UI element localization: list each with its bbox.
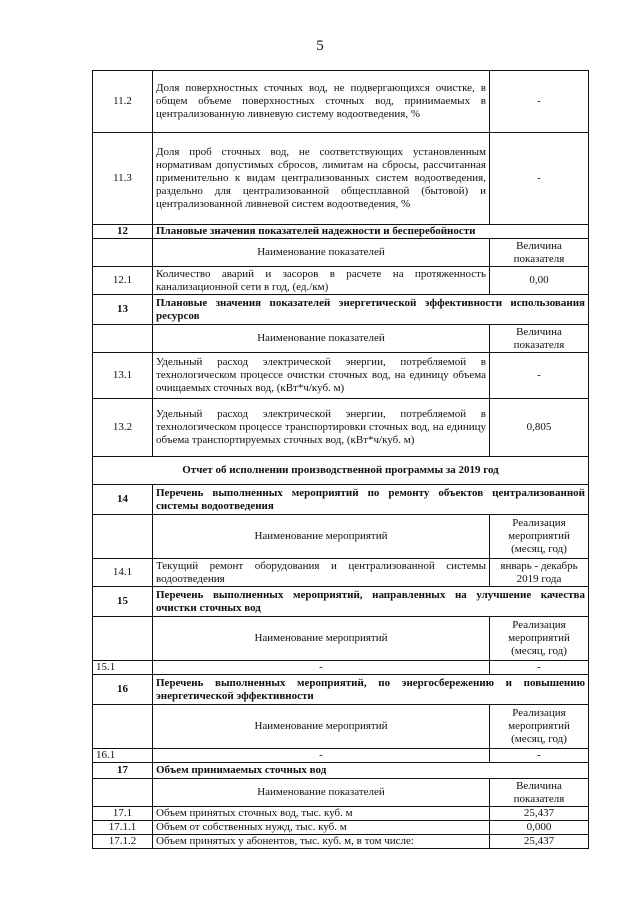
row-number: 12.1 [93, 267, 153, 295]
column-header-name: Наименование мероприятий [153, 617, 490, 661]
measure-text: Текущий ремонт оборудования и централизованной системы водоотведения [153, 559, 490, 587]
indicator-value: 0,805 [490, 399, 589, 457]
table-row [93, 749, 589, 763]
table-row [93, 807, 589, 821]
section-row [93, 295, 589, 325]
row-number: 17.1.2 [93, 835, 153, 849]
column-header-value: Величина показателя [490, 779, 589, 807]
column-header-name: Наименование показателей [153, 325, 490, 353]
measure-text: - [153, 661, 490, 675]
section-title: Перечень выполненных мероприятий по ремонту объектов централизованной системы водоотведения [153, 485, 589, 515]
table-row [93, 71, 589, 133]
header-row [93, 239, 589, 267]
row-number: 16.1 [93, 749, 153, 763]
column-header-name: Наименование показателей [153, 779, 490, 807]
section-number: 12 [93, 225, 153, 239]
header-row [93, 705, 589, 749]
row-number: 13.1 [93, 353, 153, 399]
section-title: Перечень выполненных мероприятий, по энергосбережению и повышению энергетической эффективности [153, 675, 589, 705]
column-header-value: Реализация мероприятий (месяц, год) [490, 617, 589, 661]
indicator-text: Удельный расход электрической энергии, потребляемой в технологическом процессе транспортировки сточных вод, на единицу объема транспортируемых сточных вод, (кВт*ч/куб. м) [153, 399, 490, 457]
section-number: 14 [93, 485, 153, 515]
section-title: Плановые значения показателей надежности и бесперебойности [153, 225, 589, 239]
table-row [93, 399, 589, 457]
indicator-text: Количество аварий и засоров в расчете на протяженность канализационной сети в год, (ед./км) [153, 267, 490, 295]
section-row [93, 485, 589, 515]
row-number: 13.2 [93, 399, 153, 457]
empty-cell [93, 779, 153, 807]
column-header-name: Наименование показателей [153, 239, 490, 267]
header-row [93, 617, 589, 661]
section-row [93, 763, 589, 779]
column-header-value: Величина показателя [490, 325, 589, 353]
header-row [93, 779, 589, 807]
column-header-value: Величина показателя [490, 239, 589, 267]
program-table [92, 70, 589, 849]
report-row [93, 457, 589, 485]
indicator-text: Доля поверхностных сточных вод, не подвергающихся очистке, в общем объеме поверхностных сточных вод, принимаемых в централизованную ливневую систему водоотведения, % [153, 71, 490, 133]
empty-cell [93, 705, 153, 749]
column-header-name: Наименование мероприятий [153, 705, 490, 749]
report-heading: Отчет об исполнении производственной программы за 2019 год [93, 457, 589, 485]
indicator-value: - [490, 133, 589, 225]
row-number: 17.1.1 [93, 821, 153, 835]
empty-cell [93, 325, 153, 353]
indicator-value: 0,00 [490, 267, 589, 295]
row-number: 11.3 [93, 133, 153, 225]
indicator-text: Объем принятых у абонентов, тыс. куб. м, в том числе: [153, 835, 490, 849]
indicator-value: - [490, 353, 589, 399]
section-number: 13 [93, 295, 153, 325]
table-row [93, 661, 589, 675]
section-title: Объем принимаемых сточных вод [153, 763, 589, 779]
measure-value: - [490, 661, 589, 675]
indicator-text: Доля проб сточных вод, не соответствующих установленным нормативам допустимых сбросов, лимитам на сбросы, рассчитанная применительно к видам централизованных систем водоотведения, раздельно для централизованной общесплавной (бытовой) и централизованной ливневой систем водоотведения, % [153, 133, 490, 225]
section-number: 15 [93, 587, 153, 617]
empty-cell [93, 239, 153, 267]
section-number: 16 [93, 675, 153, 705]
table-row [93, 133, 589, 225]
column-header-value: Реализация мероприятий (месяц, год) [490, 515, 589, 559]
column-header-value: Реализация мероприятий (месяц, год) [490, 705, 589, 749]
row-number: 15.1 [93, 661, 153, 675]
table-row [93, 267, 589, 295]
header-row [93, 325, 589, 353]
section-title: Перечень выполненных мероприятий, направленных на улучшение качества очистки сточных вод [153, 587, 589, 617]
column-header-name: Наименование мероприятий [153, 515, 490, 559]
indicator-text: Объем от собственных нужд, тыс. куб. м [153, 821, 490, 835]
row-number: 14.1 [93, 559, 153, 587]
indicator-value: 25,437 [490, 807, 589, 821]
section-row [93, 675, 589, 705]
empty-cell [93, 617, 153, 661]
page-number: 5 [316, 38, 324, 54]
table-row [93, 835, 589, 849]
indicator-value: 0,000 [490, 821, 589, 835]
header-row [93, 515, 589, 559]
section-row [93, 587, 589, 617]
section-row [93, 225, 589, 239]
indicator-text: Объем принятых сточных вод, тыс. куб. м [153, 807, 490, 821]
table-row [93, 353, 589, 399]
row-number: 17.1 [93, 807, 153, 821]
measure-text: - [153, 749, 490, 763]
section-title: Плановые значения показателей энергетической эффективности использования ресурсов [153, 295, 589, 325]
measure-value: январь - декабрь 2019 года [490, 559, 589, 587]
table-row [93, 559, 589, 587]
table-row [93, 821, 589, 835]
indicator-text: Удельный расход электрической энергии, потребляемой в технологическом процессе очистки сточных вод, на единицу объема очищаемых сточных вод, (кВт*ч/куб. м) [153, 353, 490, 399]
empty-cell [93, 515, 153, 559]
indicator-value: - [490, 71, 589, 133]
indicator-value: 25,437 [490, 835, 589, 849]
measure-value: - [490, 749, 589, 763]
row-number: 11.2 [93, 71, 153, 133]
section-number: 17 [93, 763, 153, 779]
